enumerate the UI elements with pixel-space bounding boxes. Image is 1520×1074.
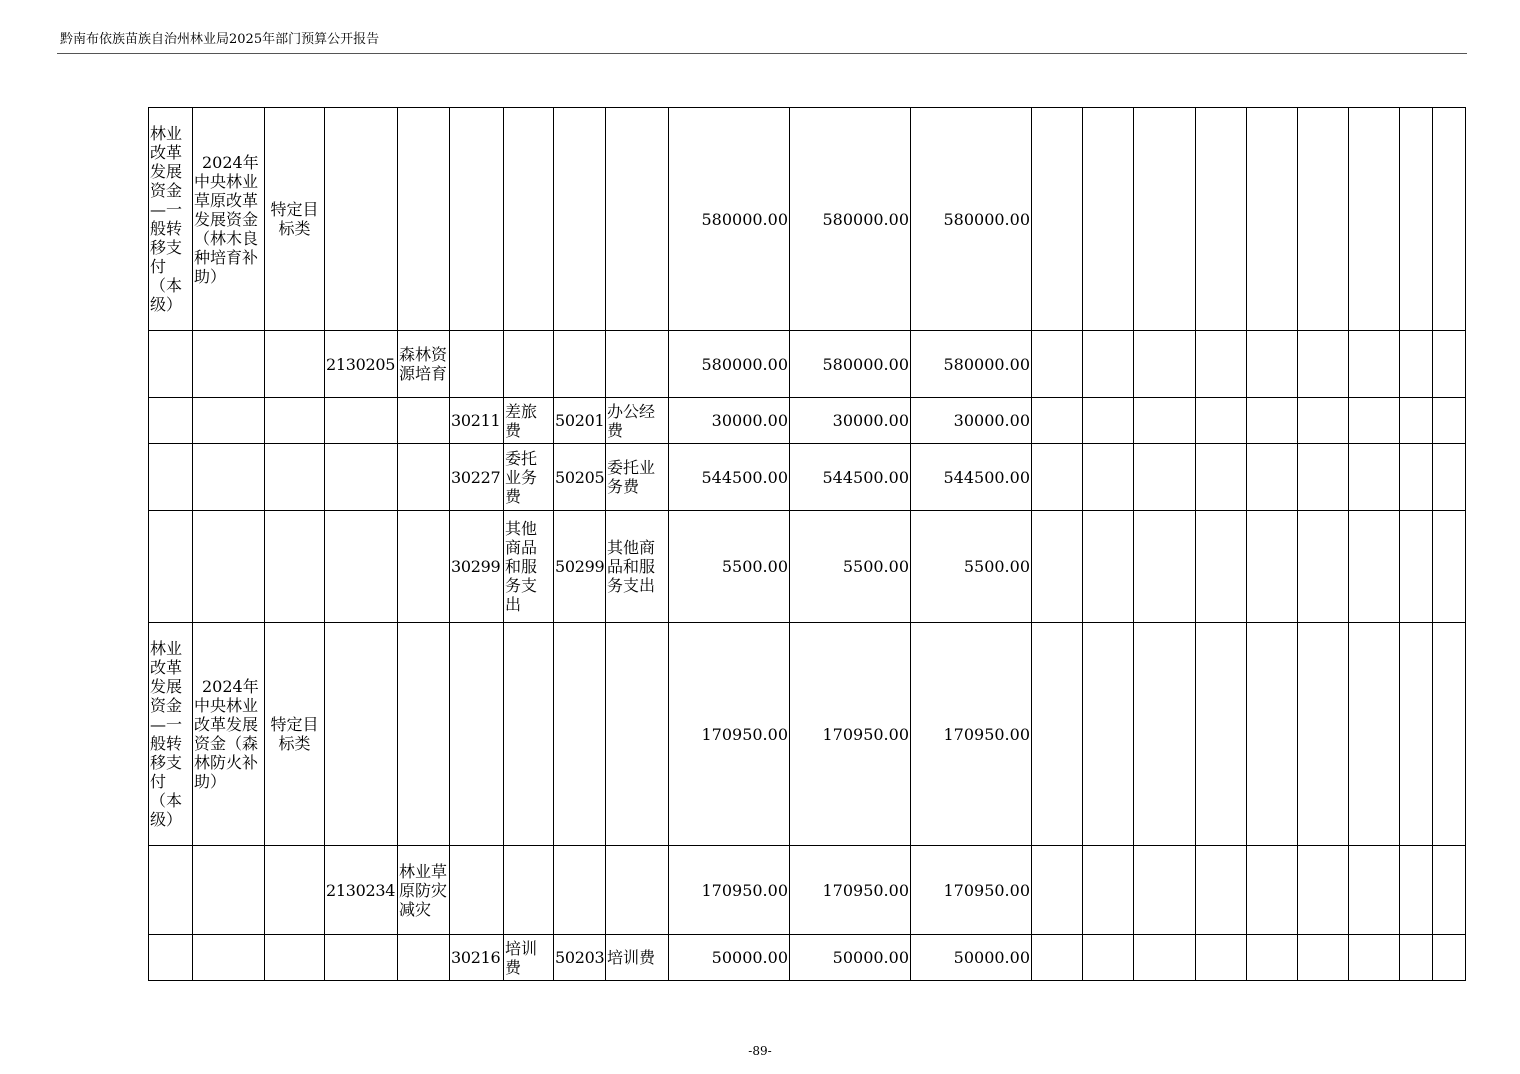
function-name-cell <box>398 108 450 331</box>
empty-cell <box>1349 623 1400 846</box>
fund-source-cell <box>149 511 193 623</box>
page-header-title: 黔南布依族苗族自治州林业局2025年部门预算公开报告 <box>60 32 380 47</box>
empty-cell <box>1196 623 1247 846</box>
function-code-cell <box>325 935 398 981</box>
gov-econ-name-cell <box>606 623 669 846</box>
fund-source-cell: 林业改革发展资金—一般转移支付（本级） <box>149 108 193 331</box>
general-budget-cell: 30000.00 <box>911 398 1032 444</box>
table-row <box>149 935 1466 981</box>
project-type-cell: 特定目标类 <box>265 623 325 846</box>
function-code-cell <box>325 511 398 623</box>
empty-cell <box>1349 331 1400 398</box>
total-amount-cell: 580000.00 <box>669 108 790 331</box>
empty-cell <box>1298 398 1349 444</box>
empty-cell <box>1083 623 1134 846</box>
function-code-cell <box>325 623 398 846</box>
dept-econ-code-cell <box>450 846 504 935</box>
project-type-cell <box>265 331 325 398</box>
dept-econ-name-cell: 委托业务费 <box>504 444 554 511</box>
general-budget-cell: 580000.00 <box>911 331 1032 398</box>
empty-cell <box>1247 108 1298 331</box>
empty-cell <box>1032 511 1083 623</box>
function-name-cell <box>398 398 450 444</box>
empty-cell <box>1032 935 1083 981</box>
empty-cell <box>1298 108 1349 331</box>
function-name-cell: 林业草原防灾减灾 <box>398 846 450 935</box>
function-name-cell: 森林资源培育 <box>398 331 450 398</box>
gov-econ-code-cell <box>554 108 606 331</box>
empty-cell <box>1247 623 1298 846</box>
empty-cell <box>1349 935 1400 981</box>
empty-cell <box>1433 331 1466 398</box>
table-row <box>149 846 1466 935</box>
fiscal-allocation-cell: 30000.00 <box>790 398 911 444</box>
empty-cell <box>1083 398 1134 444</box>
function-code-cell <box>325 444 398 511</box>
dept-econ-name-cell <box>504 846 554 935</box>
page-number: -89- <box>748 1044 772 1058</box>
empty-cell <box>1433 511 1466 623</box>
gov-econ-code-cell: 50201 <box>554 398 606 444</box>
budget-table <box>148 107 1466 981</box>
empty-cell <box>1196 846 1247 935</box>
total-amount-cell: 50000.00 <box>669 935 790 981</box>
gov-econ-name-cell: 培训费 <box>606 935 669 981</box>
project-name-cell <box>193 444 265 511</box>
empty-cell <box>1433 108 1466 331</box>
empty-cell <box>1196 398 1247 444</box>
fiscal-allocation-cell: 580000.00 <box>790 108 911 331</box>
empty-cell <box>1298 623 1349 846</box>
empty-cell <box>1083 444 1134 511</box>
empty-cell <box>1032 398 1083 444</box>
gov-econ-name-cell: 委托业务费 <box>606 444 669 511</box>
general-budget-cell: 580000.00 <box>911 108 1032 331</box>
fiscal-allocation-cell: 170950.00 <box>790 623 911 846</box>
general-budget-cell: 170950.00 <box>911 846 1032 935</box>
fiscal-allocation-cell: 50000.00 <box>790 935 911 981</box>
empty-cell <box>1134 444 1196 511</box>
gov-econ-name-cell <box>606 108 669 331</box>
table-row <box>149 511 1466 623</box>
fund-source-cell <box>149 846 193 935</box>
empty-cell <box>1349 846 1400 935</box>
empty-cell <box>1298 444 1349 511</box>
gov-econ-code-cell <box>554 331 606 398</box>
project-name-text: 2024年中央林业草原改革发展资金（林木良种培育补助） <box>194 152 259 286</box>
project-type-cell <box>265 935 325 981</box>
fund-source-cell <box>149 331 193 398</box>
total-amount-cell: 30000.00 <box>669 398 790 444</box>
project-name-cell <box>193 846 265 935</box>
empty-cell <box>1134 511 1196 623</box>
project-name-cell <box>193 935 265 981</box>
function-name-cell <box>398 444 450 511</box>
total-amount-cell: 5500.00 <box>669 511 790 623</box>
general-budget-cell: 50000.00 <box>911 935 1032 981</box>
dept-econ-name-cell: 培训费 <box>504 935 554 981</box>
empty-cell <box>1298 935 1349 981</box>
empty-cell <box>1134 108 1196 331</box>
empty-cell <box>1433 846 1466 935</box>
empty-cell <box>1247 331 1298 398</box>
empty-cell <box>1400 511 1433 623</box>
function-name-cell <box>398 935 450 981</box>
empty-cell <box>1083 331 1134 398</box>
empty-cell <box>1349 108 1400 331</box>
table-row <box>149 108 1466 331</box>
empty-cell <box>1433 623 1466 846</box>
empty-cell <box>1298 331 1349 398</box>
empty-cell <box>1083 108 1134 331</box>
general-budget-cell: 544500.00 <box>911 444 1032 511</box>
project-name-cell <box>193 398 265 444</box>
gov-econ-name-cell <box>606 331 669 398</box>
empty-cell <box>1247 444 1298 511</box>
project-type-cell <box>265 511 325 623</box>
general-budget-cell: 170950.00 <box>911 623 1032 846</box>
empty-cell <box>1400 846 1433 935</box>
fund-source-cell: 林业改革发展资金—一般转移支付（本级） <box>149 623 193 846</box>
fund-source-cell <box>149 935 193 981</box>
function-name-cell <box>398 511 450 623</box>
fiscal-allocation-cell: 580000.00 <box>790 331 911 398</box>
total-amount-cell: 580000.00 <box>669 331 790 398</box>
empty-cell <box>1032 846 1083 935</box>
project-type-cell <box>265 444 325 511</box>
dept-econ-code-cell: 30216 <box>450 935 504 981</box>
empty-cell <box>1032 331 1083 398</box>
empty-cell <box>1196 444 1247 511</box>
project-name-cell <box>193 108 265 331</box>
project-name-cell <box>193 623 265 846</box>
gov-econ-code-cell <box>554 846 606 935</box>
empty-cell <box>1083 511 1134 623</box>
empty-cell <box>1400 398 1433 444</box>
empty-cell <box>1433 935 1466 981</box>
project-name-cell <box>193 331 265 398</box>
dept-econ-code-cell <box>450 623 504 846</box>
header-divider <box>57 53 1467 54</box>
empty-cell <box>1400 444 1433 511</box>
gov-econ-name-cell: 其他商品和服务支出 <box>606 511 669 623</box>
function-code-cell: 2130234 <box>325 846 398 935</box>
gov-econ-code-cell: 50299 <box>554 511 606 623</box>
empty-cell <box>1134 398 1196 444</box>
dept-econ-name-cell <box>504 331 554 398</box>
empty-cell <box>1247 846 1298 935</box>
project-type-cell: 特定目标类 <box>265 108 325 331</box>
table-row <box>149 331 1466 398</box>
empty-cell <box>1196 935 1247 981</box>
empty-cell <box>1400 935 1433 981</box>
fund-source-cell <box>149 444 193 511</box>
empty-cell <box>1032 108 1083 331</box>
function-name-cell <box>398 623 450 846</box>
empty-cell <box>1032 623 1083 846</box>
empty-cell <box>1247 511 1298 623</box>
project-type-cell <box>265 398 325 444</box>
dept-econ-code-cell <box>450 331 504 398</box>
project-name-cell <box>193 511 265 623</box>
empty-cell <box>1298 511 1349 623</box>
dept-econ-code-cell: 30211 <box>450 398 504 444</box>
empty-cell <box>1400 108 1433 331</box>
table-row <box>149 398 1466 444</box>
project-name-text: 2024年中央林业改革发展资金（森林防火补助） <box>194 677 259 791</box>
function-code-cell <box>325 108 398 331</box>
empty-cell <box>1196 331 1247 398</box>
dept-econ-code-cell: 30227 <box>450 444 504 511</box>
table-row <box>149 444 1466 511</box>
fund-source-cell <box>149 398 193 444</box>
gov-econ-code-cell <box>554 623 606 846</box>
gov-econ-code-cell: 50205 <box>554 444 606 511</box>
empty-cell <box>1134 846 1196 935</box>
total-amount-cell: 170950.00 <box>669 623 790 846</box>
project-type-cell <box>265 846 325 935</box>
total-amount-cell: 170950.00 <box>669 846 790 935</box>
empty-cell <box>1349 398 1400 444</box>
dept-econ-name-cell: 其他商品和服务支出 <box>504 511 554 623</box>
empty-cell <box>1196 108 1247 331</box>
empty-cell <box>1083 935 1134 981</box>
empty-cell <box>1032 444 1083 511</box>
dept-econ-name-cell <box>504 623 554 846</box>
empty-cell <box>1247 935 1298 981</box>
empty-cell <box>1134 331 1196 398</box>
empty-cell <box>1196 511 1247 623</box>
empty-cell <box>1433 444 1466 511</box>
empty-cell <box>1247 398 1298 444</box>
dept-econ-name-cell: 差旅费 <box>504 398 554 444</box>
general-budget-cell: 5500.00 <box>911 511 1032 623</box>
gov-econ-name-cell <box>606 846 669 935</box>
function-code-cell: 2130205 <box>325 331 398 398</box>
empty-cell <box>1349 444 1400 511</box>
empty-cell <box>1433 398 1466 444</box>
table-row <box>149 623 1466 846</box>
dept-econ-name-cell <box>504 108 554 331</box>
empty-cell <box>1134 935 1196 981</box>
empty-cell <box>1400 623 1433 846</box>
total-amount-cell: 544500.00 <box>669 444 790 511</box>
empty-cell <box>1083 846 1134 935</box>
fiscal-allocation-cell: 5500.00 <box>790 511 911 623</box>
dept-econ-code-cell: 30299 <box>450 511 504 623</box>
fiscal-allocation-cell: 544500.00 <box>790 444 911 511</box>
empty-cell <box>1134 623 1196 846</box>
empty-cell <box>1298 846 1349 935</box>
dept-econ-code-cell <box>450 108 504 331</box>
gov-econ-code-cell: 50203 <box>554 935 606 981</box>
function-code-cell <box>325 398 398 444</box>
fiscal-allocation-cell: 170950.00 <box>790 846 911 935</box>
empty-cell <box>1349 511 1400 623</box>
empty-cell <box>1400 331 1433 398</box>
gov-econ-name-cell: 办公经费 <box>606 398 669 444</box>
